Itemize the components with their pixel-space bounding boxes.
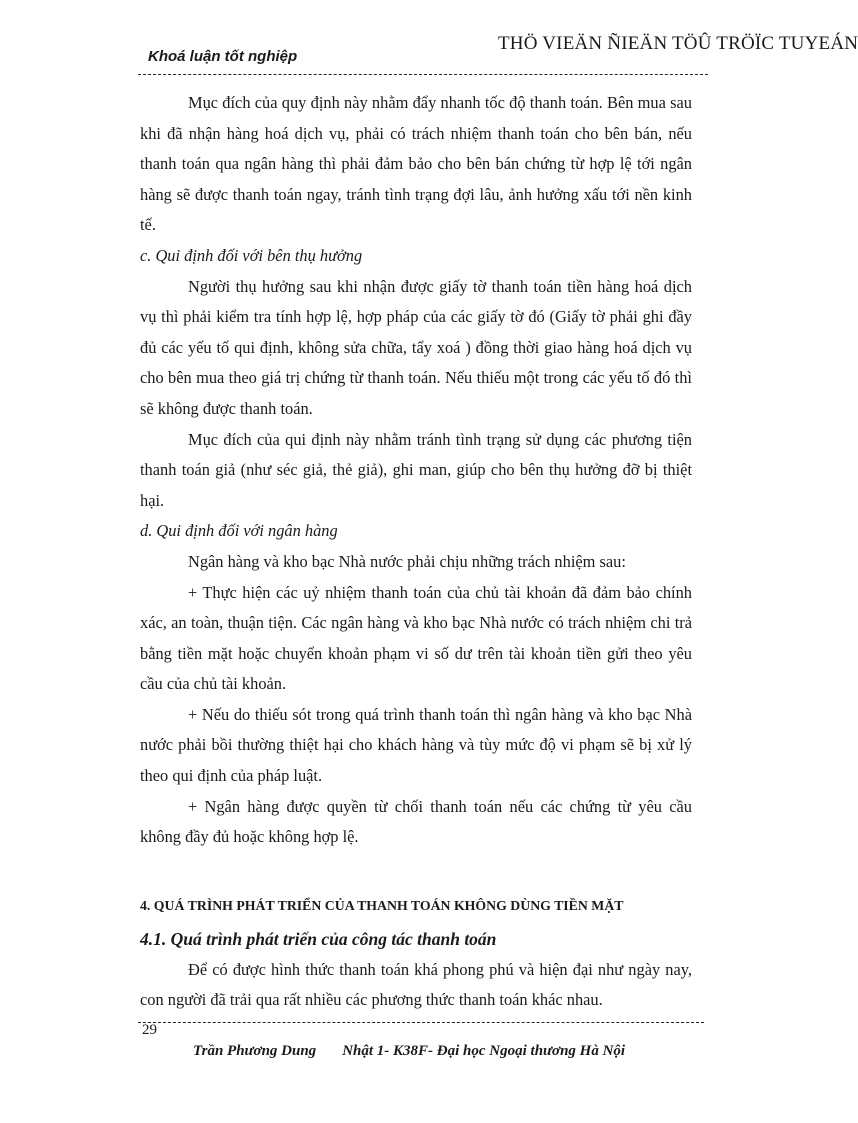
footer-class-info: Nhật 1- K38F- Đại học Ngoại thương Hà Nội xyxy=(342,1043,626,1059)
paragraph: Để có được hình thức thanh toán khá phong phú và hiện đại như ngày nay, con người đã trải qua rất nhiều các phương thức thanh toán khác nhau. xyxy=(140,959,692,1010)
subheading-d: d. Qui định đối với ngân hàng xyxy=(140,521,338,541)
page-number: 29 xyxy=(142,1022,157,1038)
footer-info xyxy=(193,1043,625,1060)
section-heading: 4. QUÁ TRÌNH PHÁT TRIỂN CỦA THANH TOÁN KHÔNG DÙNG TIỀN MẶT xyxy=(140,898,624,913)
header-library-banner: THÖ VIEÄN ÑIEÄN TÖÛ TRÖÏC TUYEÁN xyxy=(498,33,858,54)
paragraph: + Thực hiện các uỷ nhiệm thanh toán của chủ tài khoản đã đảm bảo chính xác, an toàn, thuận tiện. Các ngân hàng và kho bạc Nhà nước có trách nhiệm chi trả bằng tiền mặt hoặc chuyển khoản phạm vi số dư trên tài khoản tiền gửi theo yêu cầu của chủ tài khoản. xyxy=(140,582,692,694)
document-body xyxy=(140,88,692,853)
header-title: Khoá luận tốt nghiệp xyxy=(148,48,298,65)
subheading-c: c. Qui định đối với bên thụ hưởng xyxy=(140,245,363,265)
paragraph: Mục đích của quy định này nhằm đẩy nhanh tốc độ thanh toán. Bên mua sau khi đã nhận hàng hoá dịch vụ, phải có trách nhiệm thanh toán cho bên bán, nếu thanh toán qua ngân hàng thì phải đảm bảo cho bên bán chứng từ hợp lệ tới ngân hàng sẽ được thanh toán ngay, tránh tình trạng đợi lâu, ảnh hưởng xấu tới nền kinh tế. xyxy=(140,93,692,235)
section-subheading: 4.1. Quá trình phát triển của công tác thanh toán xyxy=(140,929,497,949)
paragraph: + Ngân hàng được quyền từ chối thanh toán nếu các chứng từ yêu cầu không đầy đủ hoặc không hợp lệ. xyxy=(140,796,692,847)
paragraph: Mục đích của qui định này nhằm tránh tình trạng sử dụng các phương tiện thanh toán giả (như séc giả, thẻ giả), ghi man, giúp cho bên thụ hưởng đỡ bị thiệt hại. xyxy=(140,429,692,510)
footer-author: Trần Phương Dung xyxy=(193,1043,317,1059)
paragraph: Ngân hàng và kho bạc Nhà nước phải chịu những trách nhiệm sau: xyxy=(188,551,626,571)
paragraph: Người thụ hưởng sau khi nhận được giấy tờ thanh toán tiền hàng hoá dịch vụ thì phải kiểm tra tính hợp lệ, hợp pháp của các giấy tờ đó (Giấy tờ phải ghi đầy đủ các yếu tố qui định, không sửa chữa, tẩy xoá ) đồng thời giao hàng hoá dịch vụ cho bên mua theo giá trị chứng từ thanh toán. Nếu thiếu một trong các yếu tố đó thì sẽ không được thanh toán. xyxy=(140,276,692,418)
section-body xyxy=(140,924,692,1016)
header-divider xyxy=(138,74,708,75)
footer-divider xyxy=(138,1022,704,1023)
paragraph: + Nếu do thiếu sót trong quá trình thanh toán thì ngân hàng và kho bạc Nhà nước phải bồi thường thiệt hại cho khách hàng và tùy mức độ vi phạm sẽ bị xử lý theo qui định của pháp luật. xyxy=(140,704,692,786)
